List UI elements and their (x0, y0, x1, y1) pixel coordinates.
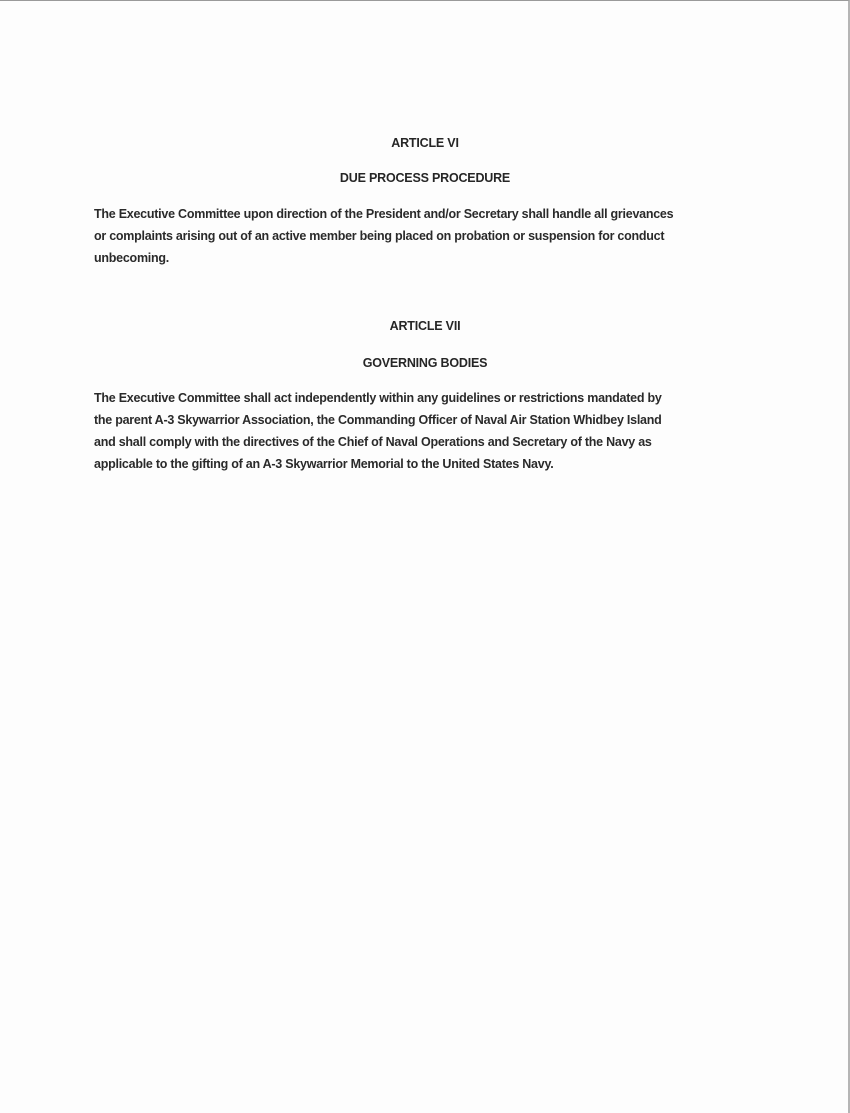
article-vi-body-line: unbecoming. (94, 251, 170, 265)
article-vi-body (94, 203, 754, 269)
article-vii-body-line: and shall comply with the directives of the Chief of Naval Operations and Secretary of the Navy as (94, 435, 652, 449)
article-vi-title: ARTICLE VI (391, 136, 459, 150)
article-vii-body-line: The Executive Committee shall act independently within any guidelines or restrictions mandated by (94, 391, 662, 405)
article-vi-body-line: The Executive Committee upon direction of the President and/or Secretary shall handle all grievances (94, 207, 674, 221)
article-vii-title: ARTICLE VII (389, 319, 461, 333)
article-vii-subtitle: GOVERNING BODIES (362, 356, 488, 370)
article-vii-body-line: the parent A-3 Skywarrior Association, the Commanding Officer of Naval Air Station Whidbey Island (94, 413, 662, 427)
article-vii-body-line: applicable to the gifting of an A-3 Skywarrior Memorial to the United States Navy. (94, 457, 554, 471)
article-vi-body-line: or complaints arising out of an active member being placed on probation or suspension for conduct (94, 229, 665, 243)
article-vii-body (94, 387, 754, 475)
article-vi-subtitle: DUE PROCESS PROCEDURE (339, 171, 511, 185)
